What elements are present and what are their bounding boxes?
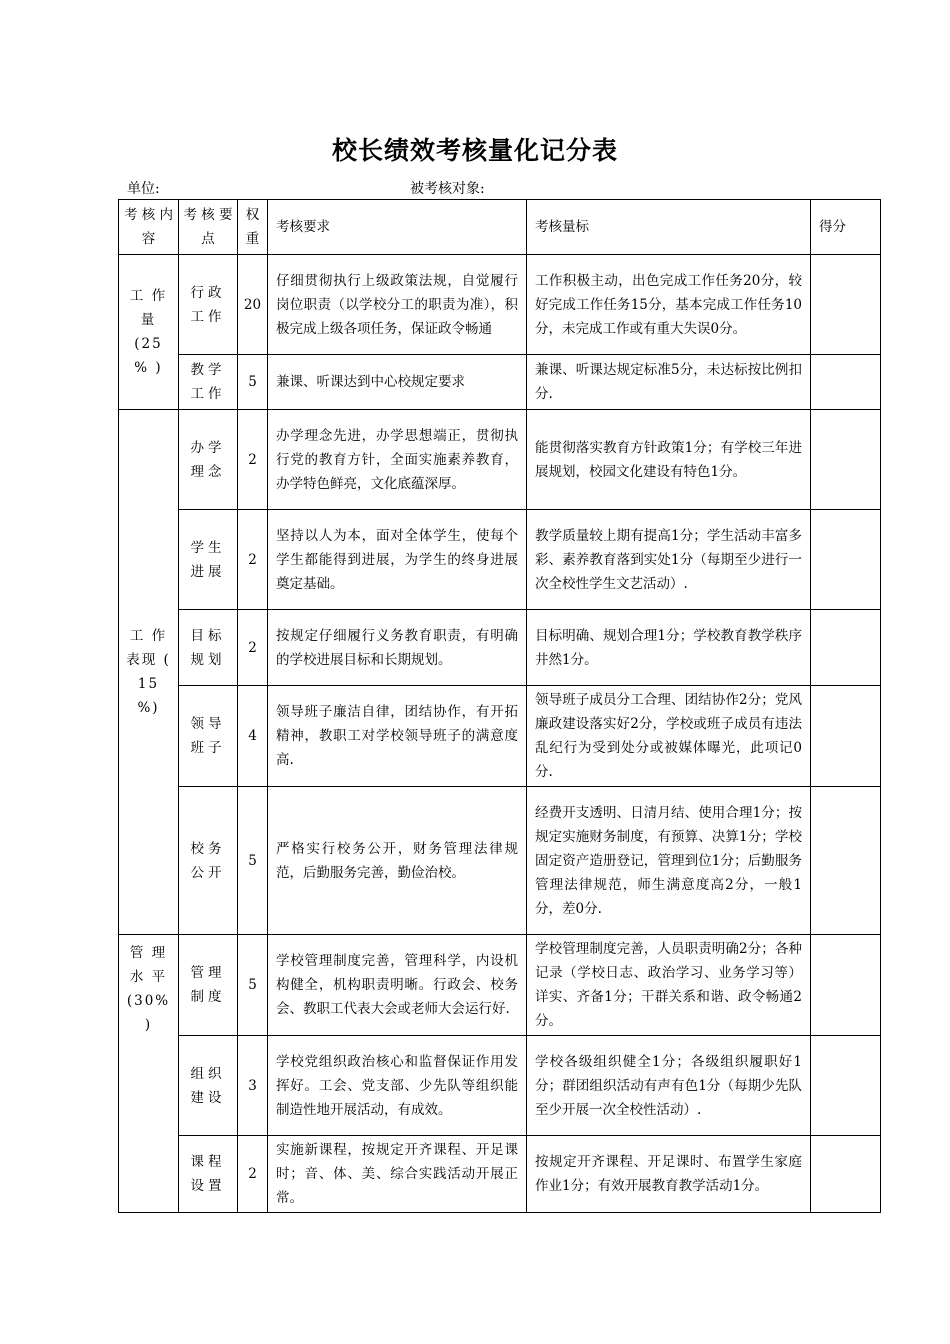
header-weight: 权 重	[238, 200, 268, 255]
point-cell: 组织建设	[179, 1036, 238, 1136]
table-row	[119, 1136, 881, 1213]
standard-cell: 兼课、听课达规定标准5分，未达标按比例扣分.	[527, 355, 811, 410]
unit-label: 单位:	[127, 181, 160, 197]
standard-cell: 工作积极主动，出色完成工作任务20分，较好完成工作任务15分，基本完成工作任务10分，未完成工作或有重大失误0分。	[527, 255, 811, 355]
table-row	[119, 1036, 881, 1136]
score-cell[interactable]	[811, 1036, 881, 1136]
point-cell: 领导班子	[179, 686, 238, 787]
target-label: 被考核对象:	[410, 181, 485, 197]
standard-cell: 学校各级组织健全1分；各级组织履职好1分；群团组织活动有声有色1分（每期少先队至少开展一次全校性活动）.	[527, 1036, 811, 1136]
table-row	[119, 686, 881, 787]
standard-cell: 按规定开齐课程、开足课时、布置学生家庭作业1分；有效开展教育教学活动1分。	[527, 1136, 811, 1213]
header-standard: 考核量标	[527, 200, 811, 255]
table-row	[119, 787, 881, 935]
requirement-cell: 兼课、听课达到中心校规定要求	[268, 355, 527, 410]
header-content: 考 核 内容	[119, 200, 179, 255]
requirement-cell: 实施新课程，按规定开齐课程、开足课时；音、体、美、综合实践活动开展正常。	[268, 1136, 527, 1213]
score-cell[interactable]	[811, 410, 881, 510]
requirement-cell: 学校管理制度完善，管理科学，内设机构健全，机构职责明晰。行政会、校务会、教职工代表大会或老师大会运行好.	[268, 935, 527, 1036]
standard-cell: 经费开支透明、日清月结、使用合理1分；按规定实施财务制度，有预算、决算1分；学校固定资产造册登记，管理到位1分；后勤服务管理法律规范，师生满意度高2分，一般1分，差0分.	[527, 787, 811, 935]
weight-cell: 3	[238, 1036, 268, 1136]
standard-cell: 能贯彻落实教育方针政策1分；有学校三年进展规划，校园文化建设有特色1分。	[527, 410, 811, 510]
point-cell: 办学理念	[179, 410, 238, 510]
header-point: 考 核 要点	[179, 200, 238, 255]
header-score: 得分	[811, 200, 881, 255]
requirement-cell: 仔细贯彻执行上级政策法规，自觉履行岗位职责（以学校分工的职责为准），积极完成上级各项任务，保证政令畅通	[268, 255, 527, 355]
score-table	[118, 199, 881, 1213]
point-cell: 管理制度	[179, 935, 238, 1036]
weight-cell: 4	[238, 686, 268, 787]
standard-cell: 领导班子成员分工合理、团结协作2分；党风廉政建设落实好2分，学校或班子成员有违法乱纪行为受到处分或被媒体曝光，此项记0分.	[527, 686, 811, 787]
header-requirement: 考核要求	[268, 200, 527, 255]
point-cell: 教学工作	[179, 355, 238, 410]
category-workload: 工 作 量 (25 % )	[119, 255, 179, 410]
score-cell[interactable]	[811, 355, 881, 410]
requirement-cell: 领导班子廉洁自律，团结协作，有开拓精神，教职工对学校领导班子的满意度高.	[268, 686, 527, 787]
weight-cell: 2	[238, 510, 268, 610]
score-cell[interactable]	[811, 510, 881, 610]
requirement-cell: 严格实行校务公开，财务管理法律规范，后勤服务完善，勤俭治校。	[268, 787, 527, 935]
requirement-cell: 办学理念先进，办学思想端正，贯彻执行党的教育方针，全面实施素养教育，办学特色鲜亮，文化底蕴深厚。	[268, 410, 527, 510]
standard-cell: 目标明确、规划合理1分；学校教育教学秩序井然1分。	[527, 610, 811, 686]
table-row	[119, 935, 881, 1036]
score-cell[interactable]	[811, 1136, 881, 1213]
page-title: 校长绩效考核量化记分表	[331, 136, 618, 165]
category-management: 管 理 水 平 (30% )	[119, 935, 179, 1213]
table-row	[119, 255, 881, 355]
requirement-cell: 坚持以人为本，面对全体学生，使每个学生都能得到进展，为学生的终身进展奠定基础。	[268, 510, 527, 610]
score-cell[interactable]	[811, 255, 881, 355]
score-cell[interactable]	[811, 787, 881, 935]
score-cell[interactable]	[811, 686, 881, 787]
weight-cell: 5	[238, 935, 268, 1036]
weight-cell: 5	[238, 787, 268, 935]
requirement-cell: 学校党组织政治核心和监督保证作用发挥好。工会、党支部、少先队等组织能制造性地开展活动，有成效。	[268, 1036, 527, 1136]
standard-cell: 教学质量较上期有提高1分；学生活动丰富多彩、素养教育落到实处1分（每期至少进行一次全校性学生文艺活动）.	[527, 510, 811, 610]
point-cell: 校务公开	[179, 787, 238, 935]
table-row	[119, 355, 881, 410]
table-row	[119, 410, 881, 510]
weight-cell: 2	[238, 410, 268, 510]
category-performance: 工 作 表现 ( 15 %)	[119, 410, 179, 935]
point-cell: 课程设置	[179, 1136, 238, 1213]
table-row	[119, 510, 881, 610]
weight-cell: 5	[238, 355, 268, 410]
weight-cell: 20	[238, 255, 268, 355]
score-cell[interactable]	[811, 610, 881, 686]
score-cell[interactable]	[811, 935, 881, 1036]
point-cell: 学生进展	[179, 510, 238, 610]
weight-cell: 2	[238, 1136, 268, 1213]
weight-cell: 2	[238, 610, 268, 686]
point-cell: 行政工作	[179, 255, 238, 355]
header-row	[119, 200, 881, 255]
requirement-cell: 按规定仔细履行义务教育职责，有明确的学校进展目标和长期规划。	[268, 610, 527, 686]
table-row	[119, 610, 881, 686]
point-cell: 目标规划	[179, 610, 238, 686]
standard-cell: 学校管理制度完善，人员职责明确2分；各种记录（学校日志、政治学习、业务学习等）详实、齐备1分；干群关系和谐、政令畅通2分。	[527, 935, 811, 1036]
